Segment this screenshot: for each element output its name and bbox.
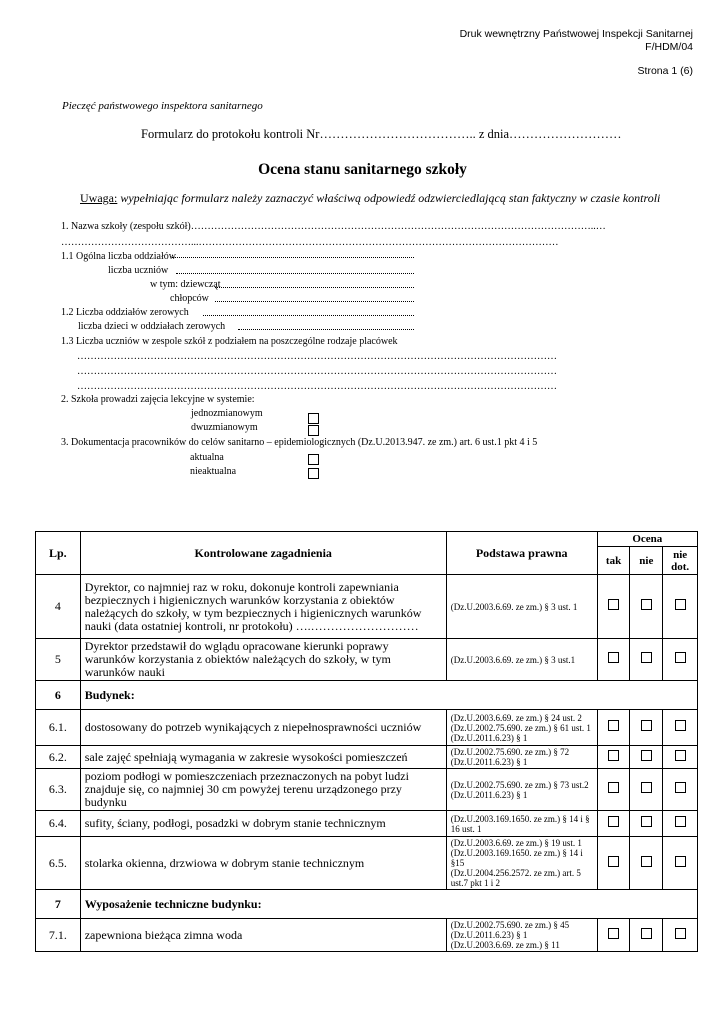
legal-basis-line: (Dz.U.2004.256.2572. ze zm.) art. 5 ust.7 pkt 1 i 2 (450, 868, 581, 888)
row-legal-basis (446, 919, 597, 952)
ocena-cell-tak (597, 919, 630, 952)
page-title: Ocena stanu sanitarnego szkoły (258, 161, 467, 178)
ocena-cell-nie (630, 769, 663, 811)
q2-opt1-checkbox[interactable] (308, 413, 319, 424)
header-nie-dot: nie dot. (663, 547, 698, 575)
row-lp: 6 (36, 681, 81, 710)
q2-label: 2. Szkoła prowadzi zajęcia lekcyjne w systemie: (61, 394, 255, 405)
legal-basis-line: (Dz.U.2011.6.23) § 1 (450, 757, 528, 767)
section-heading: Budynek: (80, 681, 697, 710)
q12-label: 1.2 Liczba oddziałów zerowych (61, 307, 189, 318)
table-row (36, 681, 698, 710)
ocena-nie-checkbox[interactable] (641, 720, 652, 731)
row-lp: 6.4. (36, 811, 81, 837)
table-row (36, 811, 698, 837)
row-legal-basis (446, 746, 597, 769)
ocena-nie-checkbox[interactable] (641, 856, 652, 867)
ocena-tak-checkbox[interactable] (608, 782, 619, 793)
row-lp: 6.3. (36, 769, 81, 811)
boys-fill-line[interactable] (215, 301, 414, 302)
ocena-nie-dot-checkbox[interactable] (675, 782, 686, 793)
page-number: Strona 1 (6) (637, 65, 693, 77)
row-topic: poziom podłogi w pomieszczeniach przeznaczonych na pobyt ludzi znajduje się, co najmniej 30 cm powyżej terenu urządzonego przy budynku (80, 769, 446, 811)
ocena-cell-nie-dot (663, 919, 698, 952)
header-line1: Druk wewnętrzny Państwowej Inspekcji Sanitarnej (459, 28, 693, 40)
girls-label: w tym: dziewcząt (150, 279, 221, 290)
ocena-cell-nie-dot (663, 811, 698, 837)
legal-basis-line: (Dz.U.2002.75.690. ze zm.) § 61 ust. 1 (450, 722, 591, 733)
row-legal-basis (446, 837, 597, 890)
legal-basis-line: (Dz.U.2003.6.69. ze zm.) § 11 (450, 940, 560, 950)
ocena-tak-checkbox[interactable] (608, 928, 619, 939)
table-row (36, 919, 698, 952)
ocena-nie-checkbox[interactable] (641, 599, 652, 610)
q1-dots-line2: …………………………………...……………………………………………………………………………………………… (61, 237, 559, 248)
ocena-nie-checkbox[interactable] (641, 652, 652, 663)
ocena-nie-dot-checkbox[interactable] (675, 928, 686, 939)
ocena-nie-checkbox[interactable] (641, 816, 652, 827)
header-ocena: Ocena (597, 532, 697, 547)
ocena-tak-checkbox[interactable] (608, 750, 619, 761)
table-row (36, 769, 698, 811)
legal-basis-line: (Dz.U.2011.6.23) § 1 (450, 789, 528, 800)
ocena-cell-nie (630, 746, 663, 769)
header-line2: F/HDM/04 (645, 41, 693, 53)
q2-opt2-label: dwuzmianowym (191, 422, 258, 433)
ocena-cell-nie-dot (663, 639, 698, 681)
zero-children-label: liczba dzieci w oddziałach zerowych (78, 321, 226, 332)
ocena-tak-checkbox[interactable] (608, 856, 619, 867)
note-line (80, 191, 660, 206)
q11-row (61, 251, 176, 262)
legal-basis-line: (Dz.U.2011.6.23) § 1 (450, 930, 528, 940)
header-legal: Podstawa prawna (446, 532, 597, 575)
q13-dots-1[interactable]: ……………………………………………………………………………………………………………………………… (77, 351, 557, 362)
ocena-cell-tak (597, 639, 630, 681)
ocena-tak-checkbox[interactable] (608, 720, 619, 731)
girls-fill-line[interactable] (215, 287, 414, 288)
table-row (36, 837, 698, 890)
stamp-label: Pieczęć państwowego inspektora sanitarnego (62, 100, 263, 112)
table-row (36, 575, 698, 639)
row-legal-basis (446, 639, 597, 681)
ocena-cell-nie (630, 575, 663, 639)
legal-basis-line: (Dz.U.2003.6.69. ze zm.) § 24 ust. 2 (450, 712, 582, 723)
ocena-cell-nie (630, 837, 663, 890)
legal-basis-line: (Dz.U.2002.75.690. ze zm.) § 45 (450, 920, 570, 930)
header-lp: Lp. (36, 532, 81, 575)
ocena-tak-checkbox[interactable] (608, 816, 619, 827)
row-topic: Dyrektor przedstawił do wglądu opracowane kierunki poprawy warunków korzystania z obiektów należących do szkoły, w tym warunków nauki (80, 639, 446, 681)
legal-basis-line: (Dz.U.2003.6.69. ze zm.) § 3 ust.1 (450, 654, 576, 665)
ocena-nie-checkbox[interactable] (641, 782, 652, 793)
q3-opt1-checkbox[interactable] (308, 454, 319, 465)
ocena-nie-checkbox[interactable] (641, 928, 652, 939)
ocena-nie-dot-checkbox[interactable] (675, 750, 686, 761)
header-nie: nie (630, 547, 663, 575)
row-topic: stolarka okienna, drzwiowa w dobrym stanie technicznym (80, 837, 446, 890)
ocena-nie-checkbox[interactable] (641, 750, 652, 761)
header-topic: Kontrolowane zagadnienia (80, 532, 446, 575)
ocena-cell-tak (597, 746, 630, 769)
ocena-cell-nie (630, 710, 663, 746)
ocena-cell-tak (597, 837, 630, 890)
legal-basis-line: (Dz.U.2002.75.690. ze zm.) § 73 ust.2 (450, 779, 589, 790)
ocena-cell-nie-dot (663, 769, 698, 811)
row-lp: 5 (36, 639, 81, 681)
legal-basis-line: (Dz.U.2003.6.69. ze zm.) § 19 ust. 1 (450, 838, 582, 848)
q13-dots-3[interactable]: ……………………………………………………………………………………………………………………………… (77, 381, 557, 392)
row-lp: 7.1. (36, 919, 81, 952)
q2-opt2-checkbox[interactable] (308, 425, 319, 436)
row-lp: 7 (36, 890, 81, 919)
table-body (36, 575, 698, 952)
row-legal-basis (446, 811, 597, 837)
header-tak: tak (597, 547, 630, 575)
ocena-nie-dot-checkbox[interactable] (675, 599, 686, 610)
ocena-tak-checkbox[interactable] (608, 652, 619, 663)
row-legal-basis (446, 769, 597, 811)
q13-dots-2[interactable]: ……………………………………………………………………………………………………………………………… (77, 366, 557, 377)
ocena-cell-nie-dot (663, 710, 698, 746)
ocena-nie-dot-checkbox[interactable] (675, 720, 686, 731)
ocena-nie-dot-checkbox[interactable] (675, 652, 686, 663)
ocena-tak-checkbox[interactable] (608, 599, 619, 610)
note-text: wypełniając formularz należy zaznaczyć właściwą odpowiedź odzwierciedlającą stan faktyczny w czasie kontroli (117, 191, 661, 205)
q11-label: 1.1 Ogólna liczba oddziałów (61, 251, 176, 262)
ocena-cell-nie-dot (663, 746, 698, 769)
row-topic: zapewniona bieżąca zimna woda (80, 919, 446, 952)
zero-children-fill-line[interactable] (238, 329, 414, 330)
legal-basis-line: (Dz.U.2003.6.69. ze zm.) § 3 ust. 1 (450, 601, 578, 612)
ocena-cell-tak (597, 769, 630, 811)
form-protocol-line: Formularz do protokołu kontroli Nr……………………………….. z dnia……………………… (141, 127, 622, 141)
ocena-cell-nie-dot (663, 837, 698, 890)
ocena-cell-tak (597, 710, 630, 746)
q1-dots: …………………………………………………………………………………………………………..… (190, 221, 606, 232)
legal-basis-line: (Dz.U.2003.169.1650. ze zm.) § 14 i §15 (450, 848, 583, 868)
q3-opt2-checkbox[interactable] (308, 468, 319, 479)
row-topic: dostosowany do potrzeb wynikających z niepełnosprawności uczniów (80, 710, 446, 746)
q1-row (61, 221, 606, 232)
q3-label: 3. Dokumentacja pracowników do celów sanitarno – epidemiologicznych (Dz.U.2013.947. ze zm.) art. 6 ust.1 pkt 4 i 5 (61, 437, 538, 448)
q3-opt1-label: aktualna (190, 452, 224, 463)
inspection-table (35, 531, 698, 952)
q13-label: 1.3 Liczba uczniów w zespole szkół z podziałem na poszczególne rodzaje placówek (61, 336, 398, 347)
table-row (36, 710, 698, 746)
ocena-cell-tak (597, 811, 630, 837)
table-row (36, 890, 698, 919)
ocena-cell-nie (630, 919, 663, 952)
row-legal-basis (446, 710, 597, 746)
ocena-nie-dot-checkbox[interactable] (675, 816, 686, 827)
students-label: liczba uczniów (108, 265, 169, 276)
row-lp: 6.1. (36, 710, 81, 746)
row-legal-basis (446, 575, 597, 639)
legal-basis-line: (Dz.U.2003.169.1650. ze zm.) § 14 i § 16 ust. 1 (450, 813, 590, 834)
section-heading: Wyposażenie techniczne budynku: (80, 890, 697, 919)
row-lp: 4 (36, 575, 81, 639)
note-label: Uwaga: (80, 191, 118, 205)
q2-opt1-label: jednozmianowym (191, 408, 263, 419)
ocena-cell-tak (597, 575, 630, 639)
document-code-header (460, 28, 693, 54)
q11-fill-line[interactable] (172, 257, 414, 258)
boys-label: chłopców (170, 293, 209, 304)
ocena-cell-nie-dot (663, 575, 698, 639)
legal-basis-line: (Dz.U.2011.6.23) § 1 (450, 732, 528, 743)
row-lp: 6.2. (36, 746, 81, 769)
ocena-cell-nie (630, 811, 663, 837)
students-fill-line[interactable] (176, 273, 414, 274)
row-topic: sufity, ściany, podłogi, posadzki w dobrym stanie technicznym (80, 811, 446, 837)
ocena-nie-dot-checkbox[interactable] (675, 856, 686, 867)
row-lp: 6.5. (36, 837, 81, 890)
row-topic: sale zajęć spełniają wymagania w zakresie wysokości pomieszczeń (80, 746, 446, 769)
table-row (36, 639, 698, 681)
ocena-cell-nie (630, 639, 663, 681)
q12-fill-line[interactable] (203, 315, 414, 316)
table-row (36, 746, 698, 769)
legal-basis-line: (Dz.U.2002.75.690. ze zm.) § 72 (450, 747, 570, 757)
q3-opt2-label: nieaktualna (190, 466, 237, 477)
row-topic: Dyrektor, co najmniej raz w roku, dokonuje kontroli zapewniania bezpiecznych i higienicznych warunków korzystania z obiektów należących do szkoły, w tym bezpiecznych i higienicznych warunków nauki (data ostatniej kontroli, nr protokołu) ….……………………… (80, 575, 446, 639)
q1-label: 1. Nazwa szkoły (zespołu szkół) (61, 221, 191, 232)
